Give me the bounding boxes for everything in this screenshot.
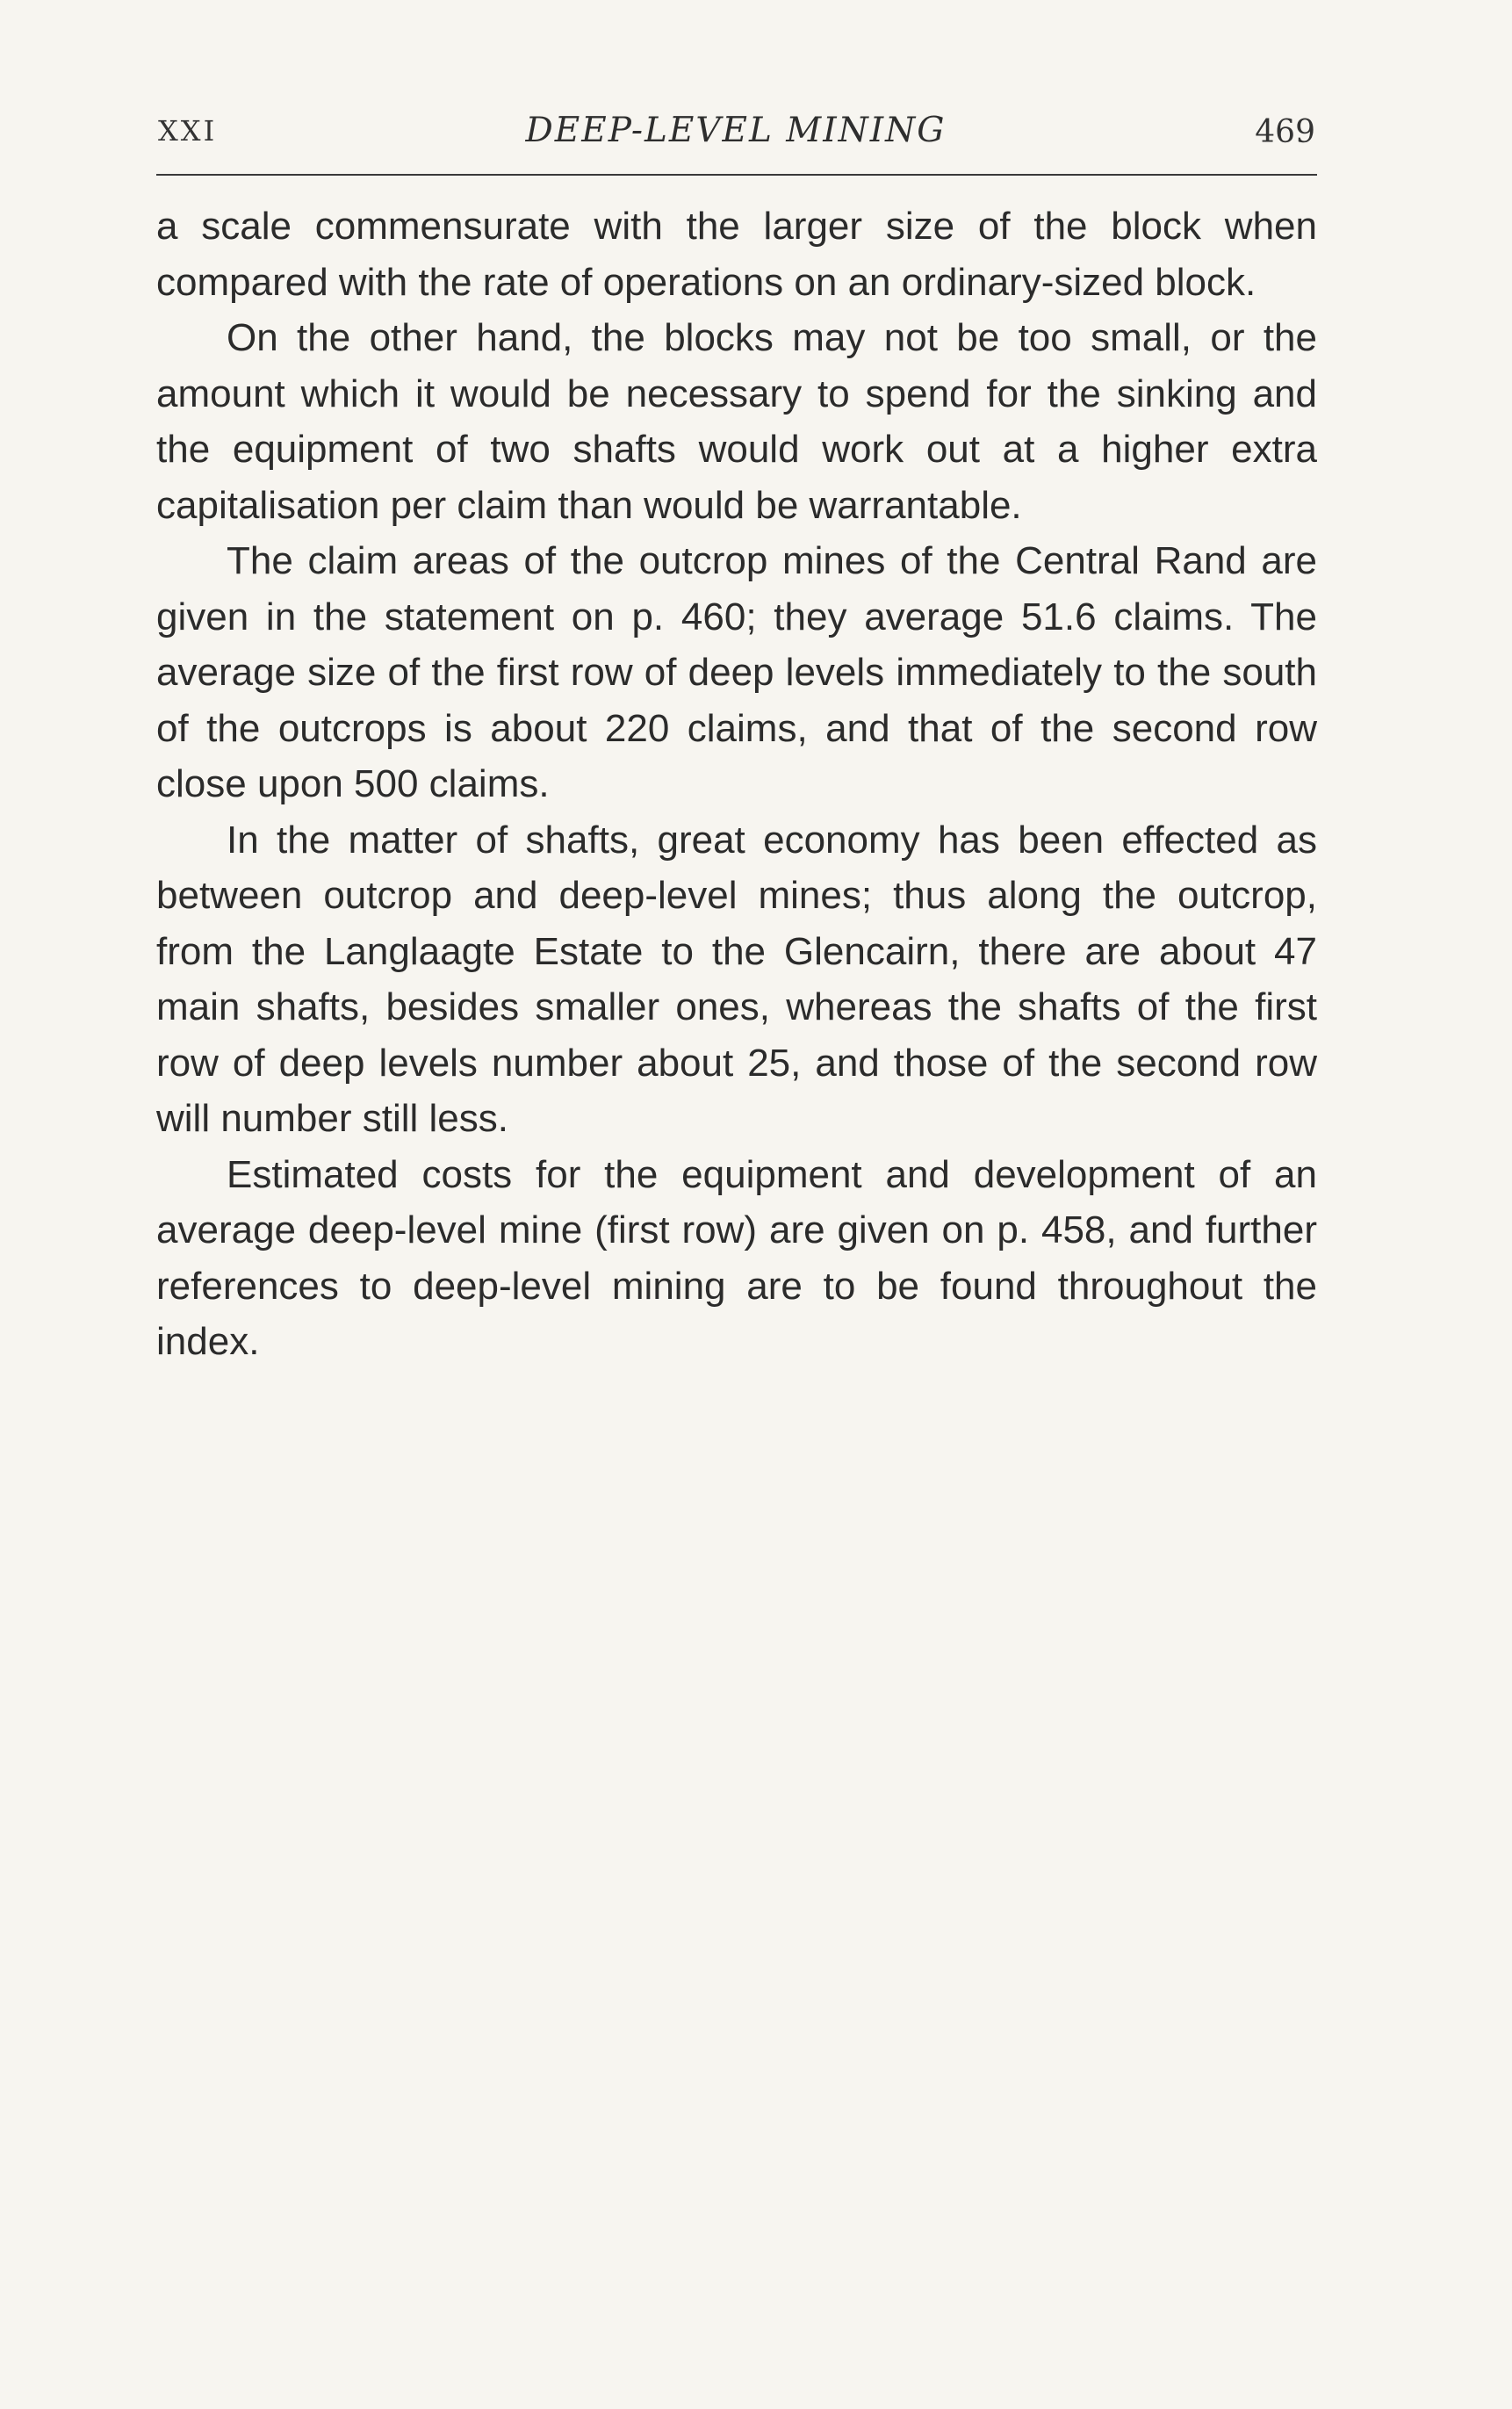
running-head [156,107,1315,160]
header-rule [156,174,1317,176]
paragraph: On the other hand, the blocks may not be too small, or the amount which it would be necessary to spend for the sinking and the equipment of two shafts would work out at a higher extra capitalisation per claim than would be warrantable. [156,316,1317,527]
paragraph: The claim areas of the outcrop mines of the Central Rand are given in the statement on p. 460; they average 51.6 claims. The average size of the first row of deep levels immediately to the south of the outcrops is about 220 claims, and that of the second row close upon 500 claims. [156,539,1317,805]
paragraph: In the matter of shafts, great economy has been effected as between outcrop and deep-level mines; thus along the outcrop, from the Langlaagte Estate to the Glencairn, there are about 47 main shafts, besides smaller ones, whereas the shafts of the first row of deep levels number about 25, and those of the second row will number still less. [156,818,1317,1140]
running-head-title: DEEP-LEVEL MINING [525,111,947,150]
paragraph-continued: a scale commensurate with the larger size of the block when compared with the rate of operations on an ordinary-sized block. [156,205,1317,304]
page-number: 469 [1255,114,1315,150]
chapter-number: XXI [158,114,218,148]
paragraph: Estimated costs for the equipment and development of an average deep-level mine (first row) are given on p. 458, and further references to deep-level mining are to be found throughout the index. [156,1152,1317,1363]
body-text [156,198,1317,1370]
